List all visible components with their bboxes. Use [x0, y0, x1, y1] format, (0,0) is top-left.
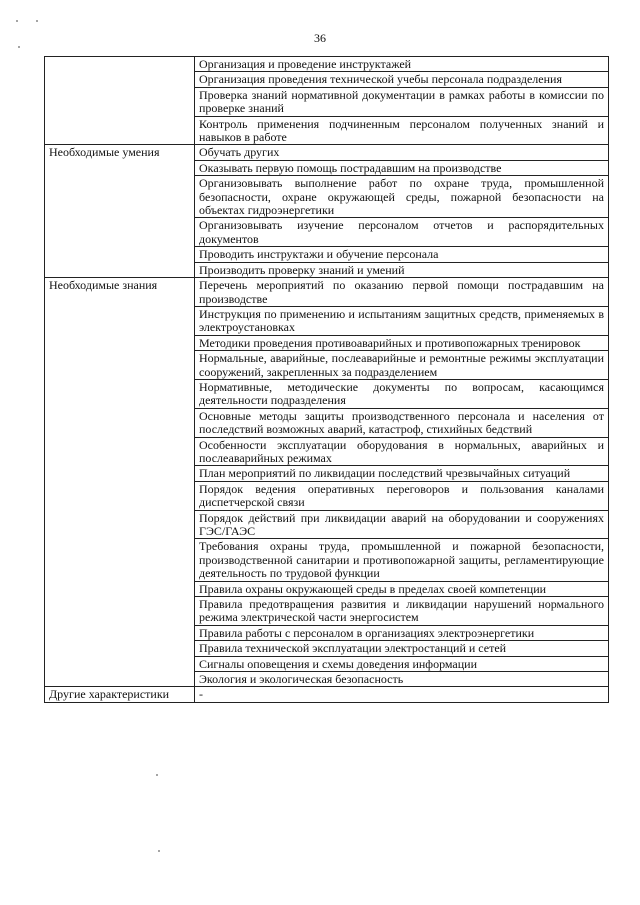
- table-cell: Требования охраны труда, промышленной и пожарной безопасности, производственной санитарии и противопожарной защиты, регламентирующие деятельность по трудовой функции: [195, 539, 609, 581]
- row-group-label: Необходимые умения: [45, 145, 195, 278]
- table-cell: Порядок ведения оперативных переговоров и пользования каналами диспетчерской связи: [195, 481, 609, 510]
- table-row: [45, 145, 609, 160]
- scan-speck: [158, 850, 160, 852]
- table-cell: Организовывать выполнение работ по охране труда, промышленной безопасности, охране окружающей среды, пожарной безопасности на объектах гидроэнергетики: [195, 176, 609, 218]
- table-cell: Организация проведения технической учебы персонала подразделения: [195, 72, 609, 87]
- table-cell: Порядок действий при ликвидации аварий на оборудовании и сооружениях ГЭС/ГАЭС: [195, 510, 609, 539]
- table-cell: Особенности эксплуатации оборудования в нормальных, аварийных и послеаварийных режимах: [195, 437, 609, 466]
- table-cell: Нормальные, аварийные, послеаварийные и ремонтные режимы эксплуатации сооружений, закрепленных за подразделением: [195, 351, 609, 380]
- table-cell: План мероприятий по ликвидации последствий чрезвычайных ситуаций: [195, 466, 609, 481]
- row-group-label: [45, 57, 195, 145]
- table-cell: Проверка знаний нормативной документации в рамках работы в комиссии по проверке знаний: [195, 87, 609, 116]
- scan-speck: [156, 774, 158, 776]
- table-cell: -: [195, 687, 609, 702]
- table-cell: Инструкция по применению и испытаниям защитных средств, применяемых в электроустановках: [195, 306, 609, 335]
- table-cell: Экология и экологическая безопасность: [195, 672, 609, 687]
- row-group-label: Необходимые знания: [45, 278, 195, 687]
- table-cell: Производить проверку знаний и умений: [195, 262, 609, 277]
- table-cell: Сигналы оповещения и схемы доведения информации: [195, 656, 609, 671]
- specification-table-body: [45, 57, 609, 703]
- table-cell: Проводить инструктажи и обучение персонала: [195, 247, 609, 262]
- table-cell: Правила работы с персоналом в организациях электроэнергетики: [195, 625, 609, 640]
- specification-table: [44, 56, 609, 703]
- table-cell: Обучать других: [195, 145, 609, 160]
- scan-speck: [16, 20, 18, 22]
- table-cell: Правила охраны окружающей среды в пределах своей компетенции: [195, 581, 609, 596]
- scan-speck: [18, 46, 20, 48]
- table-row: [45, 278, 609, 307]
- row-group-label: Другие характеристики: [45, 687, 195, 702]
- table-cell: Правила технической эксплуатации электростанций и сетей: [195, 641, 609, 656]
- table-cell: Правила предотвращения развития и ликвидации нарушений нормального режима электрической части энергосистем: [195, 597, 609, 626]
- scan-speck: [36, 20, 38, 22]
- table-row: [45, 57, 609, 72]
- table-row: [45, 687, 609, 702]
- page-number: 36: [314, 31, 326, 45]
- table-cell: Организовывать изучение персоналом отчетов и распорядительных документов: [195, 218, 609, 247]
- table-cell: Методики проведения противоаварийных и противопожарных тренировок: [195, 335, 609, 350]
- table-cell: Оказывать первую помощь пострадавшим на производстве: [195, 160, 609, 175]
- table-cell: Организация и проведение инструктажей: [195, 57, 609, 72]
- table-cell: Нормативные, методические документы по вопросам, касающимся деятельности подразделения: [195, 379, 609, 408]
- table-cell: Перечень мероприятий по оказанию первой помощи пострадавшим на производстве: [195, 278, 609, 307]
- table-cell: Контроль применения подчиненным персоналом полученных знаний и навыков в работе: [195, 116, 609, 145]
- table-cell: Основные методы защиты производственного персонала и населения от последствий возможных аварий, катастроф, стихийных бедствий: [195, 408, 609, 437]
